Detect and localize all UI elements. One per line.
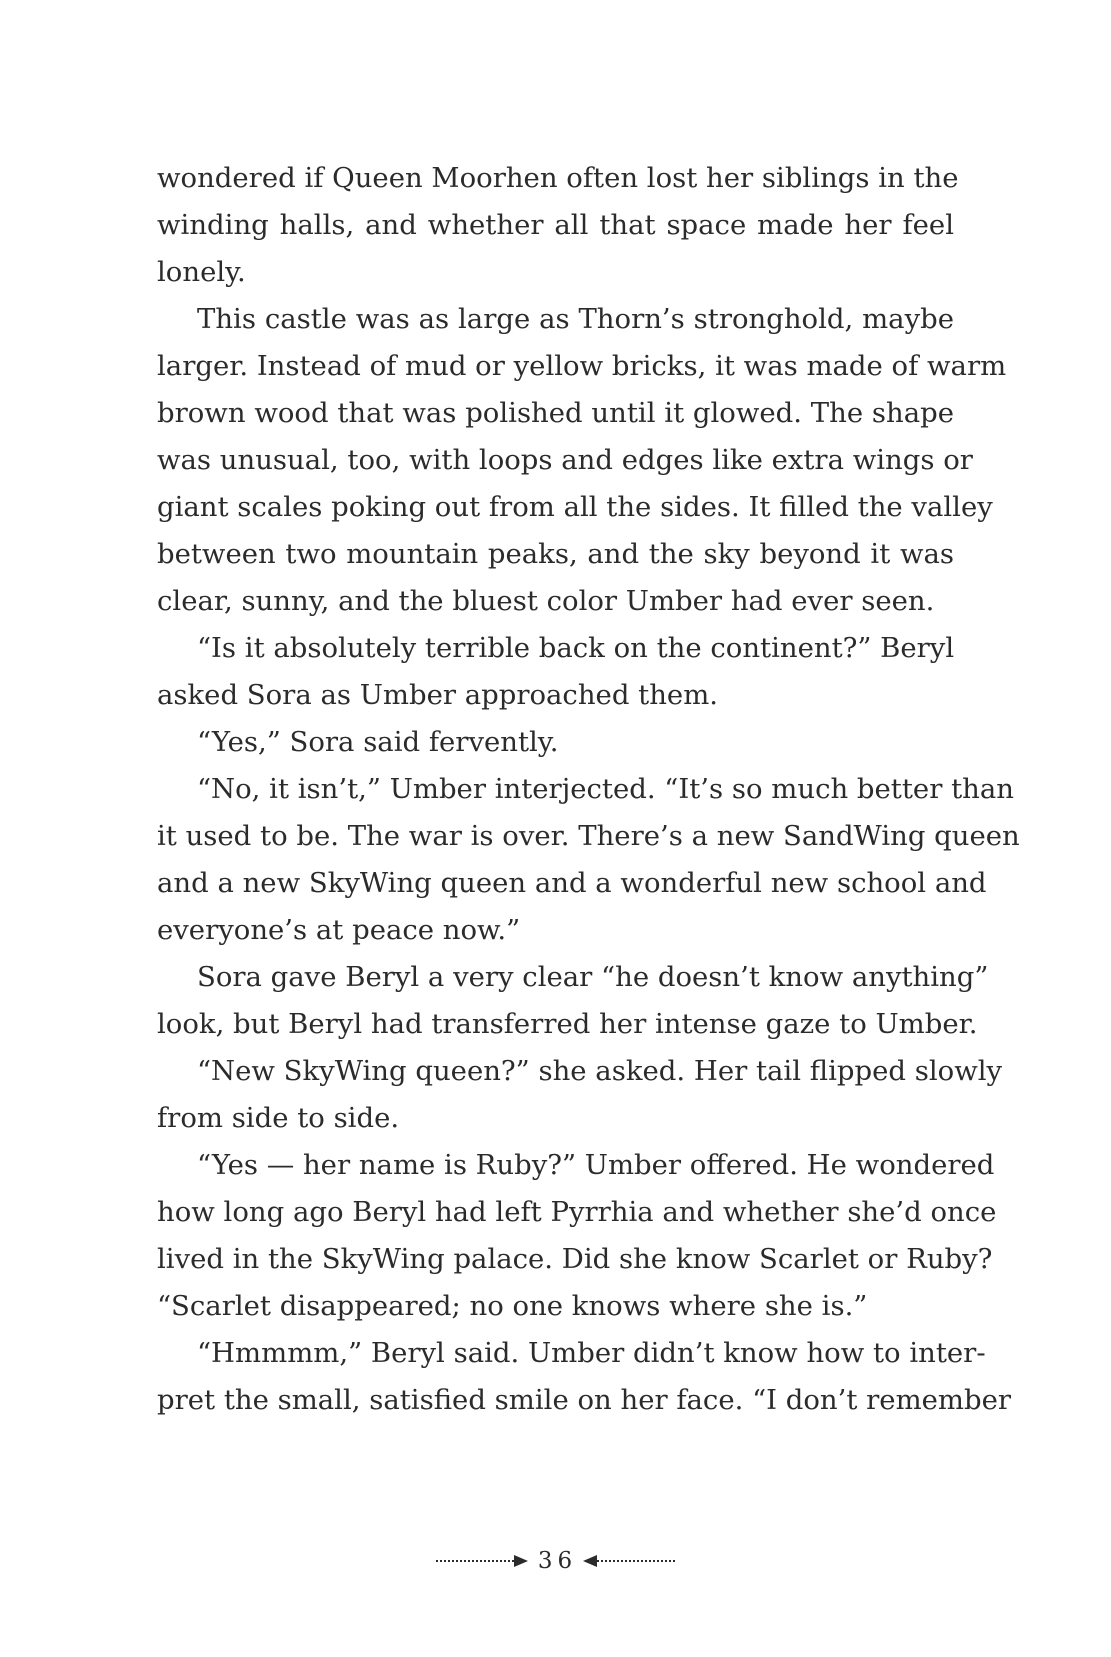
text-line: pret the small, satisfied smile on her face. “I don’t remember [157,1384,1012,1416]
dotted-rule-left [436,1560,514,1562]
text-line: larger. Instead of mud or yellow bricks, it was made of warm [157,350,1007,382]
text-line: “Is it absolutely terrible back on the continent?” Beryl [197,632,955,664]
text-line: and a new SkyWing queen and a wonderful new school and [157,867,987,899]
text-line: it used to be. The war is over. There’s a new SandWing queen [157,820,1020,852]
body-text [157,155,1020,1424]
text-line: wondered if Queen Moorhen often lost her siblings in the [157,162,959,194]
text-line: look, but Beryl had transferred her intense gaze to Umber. [157,1008,978,1040]
text-line: “Scarlet disappeared; no one knows where she is.” [157,1290,868,1322]
text-line: everyone’s at peace now.” [157,914,521,946]
page-number: 36 [537,1548,578,1574]
text-line: lonely. [157,256,246,288]
text-line: Sora gave Beryl a very clear “he doesn’t know anything” [197,961,989,993]
text-line: how long ago Beryl had left Pyrrhia and whether she’d once [157,1196,997,1228]
arrow-left-icon [583,1555,597,1567]
text-line: “New SkyWing queen?” she asked. Her tail flipped slowly [197,1055,1003,1087]
arrow-right-icon [514,1555,528,1567]
text-line: winding halls, and whether all that space made her feel [157,209,954,241]
text-line: asked Sora as Umber approached them. [157,679,719,711]
text-line: This castle was as large as Thorn’s stronghold, maybe [197,303,954,335]
text-line: was unusual, too, with loops and edges like extra wings or [157,444,973,476]
page-folio [430,1546,681,1576]
text-line: between two mountain peaks, and the sky beyond it was [157,538,954,570]
text-line: from side to side. [157,1102,400,1134]
text-line: “Hmmmm,” Beryl said. Umber didn’t know how to inter- [197,1337,986,1369]
text-line: clear, sunny, and the bluest color Umber had ever seen. [157,585,935,617]
dotted-rule-right [597,1560,675,1562]
text-line: “No, it isn’t,” Umber interjected. “It’s so much better than [197,773,1014,805]
text-line: “Yes — her name is Ruby?” Umber offered. He wondered [197,1149,995,1181]
text-line: giant scales poking out from all the sides. It filled the valley [157,491,993,523]
text-line: “Yes,” Sora said fervently. [197,726,559,758]
text-line: brown wood that was polished until it glowed. The shape [157,397,954,429]
text-line: lived in the SkyWing palace. Did she know Scarlet or Ruby? [157,1243,993,1275]
